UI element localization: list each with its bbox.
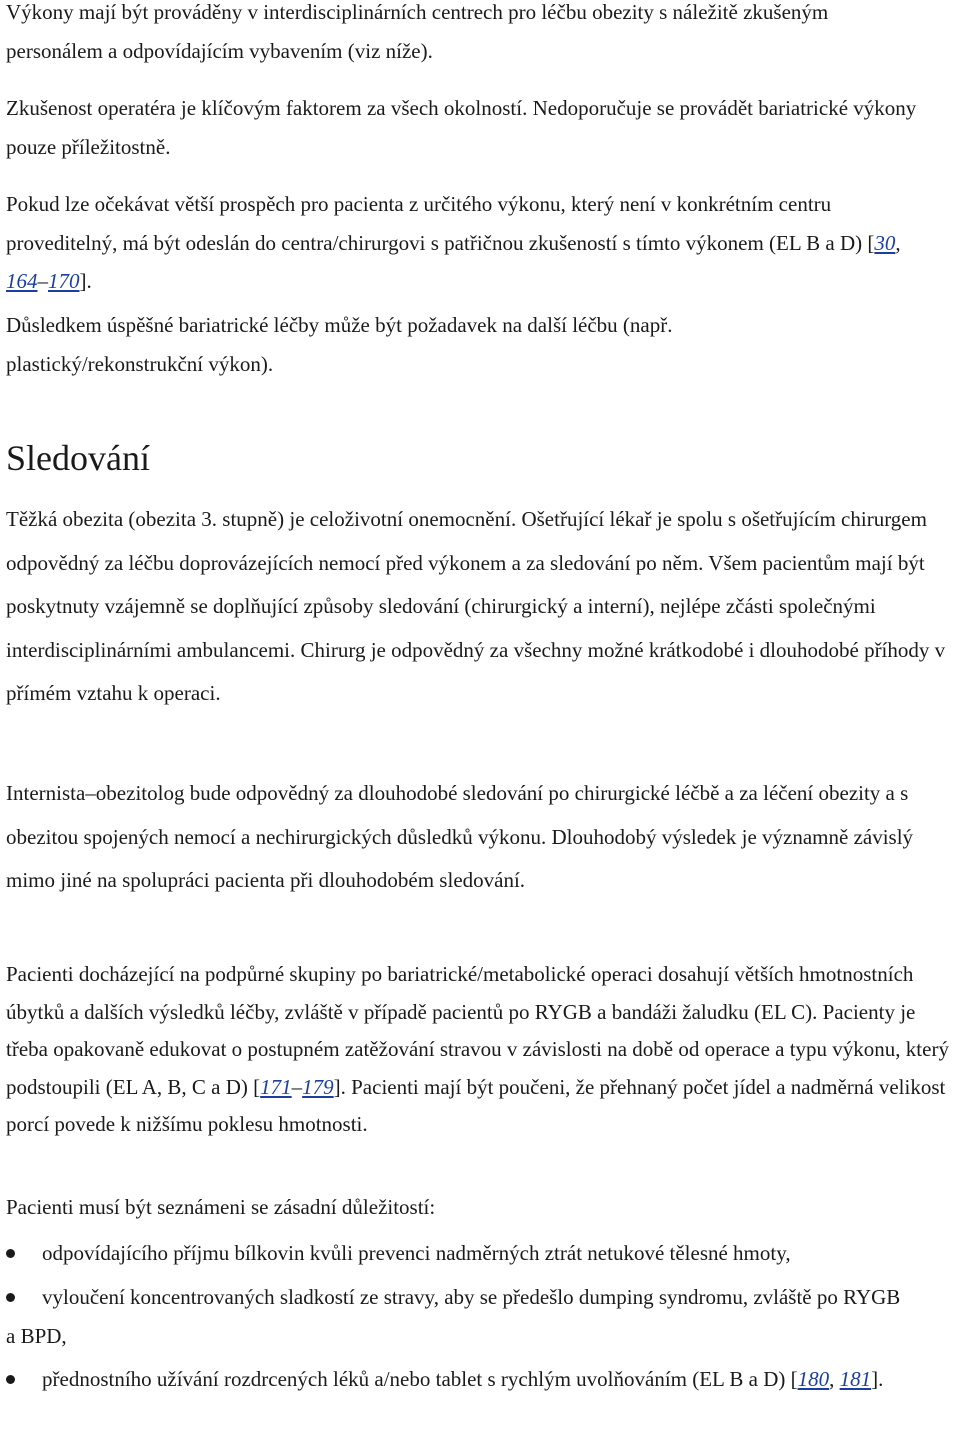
paragraph-support-groups bbox=[6, 956, 960, 1144]
reference-end: ]. bbox=[79, 269, 92, 293]
reference-separator: , bbox=[895, 230, 901, 255]
list-item bbox=[6, 1278, 906, 1355]
reference-link-30[interactable]: 30 bbox=[874, 230, 896, 255]
paragraph-referral-text: Pokud lze očekávat větší prospěch pro pacienta z určitého výkonu, který není v konkrétním centru proveditelný, má být odeslán do centra/chirurgovi s patřičnou zkušeností s tímto výkonem (EL B a D) [ bbox=[6, 192, 875, 255]
reference-link-181[interactable]: 181 bbox=[839, 1367, 872, 1391]
paragraph-experience: Zkušenost operatéra je klíčovým faktorem za všech okolností. Nedoporučuje se provádět bariatrické výkony pouze příležitostně. bbox=[6, 96, 917, 159]
reference-separator: , bbox=[829, 1367, 840, 1391]
paragraph-further-treatment: Důsledkem úspěšné bariatrické léčby může být požadavek na další léčbu (např. plastický/rekonstrukční výkon). bbox=[6, 313, 673, 376]
section-heading-sledovani: Sledování bbox=[6, 438, 150, 478]
reference-link-170[interactable]: 170 bbox=[48, 269, 80, 293]
bullet-icon bbox=[6, 1375, 15, 1384]
reference-dash: – bbox=[37, 269, 48, 293]
list-item bbox=[6, 1232, 956, 1274]
paragraph-follow-up: Těžká obezita (obezita 3. stupně) je celoživotní onemocnění. Ošetřující lékař je spolu s ošetřujícím chirurgem odpovědný za léčbu doprovázejících nemocí před výkonem a za sledování po něm. Všem pacientům mají být poskytnuty vzájemně se doplňující způsoby sledování (chirurgický a interní), nejlépe zčásti společnými interdisciplinárními ambulancemi. Chirurg je odpovědný za všechny možné krátkodobé i dlouhodobé příhody v přímém vztahu k operaci. bbox=[6, 507, 946, 705]
bullet-icon bbox=[6, 1249, 15, 1258]
reference-link-164[interactable]: 164 bbox=[6, 269, 38, 293]
paragraph-internist: Internista–obezitolog bude odpovědný za dlouhodobé sledování po chirurgické léčbě a za léčení obezity a s obezitou spojených nemocí a nechirurgických důsledků výkonu. Dlouhodobý výsledek je významně závislý mimo jiné na spolupráci pacienta při dlouhodobém sledování. bbox=[6, 781, 914, 892]
paragraph-support-groups-text: Pacienti docházející na podpůrné skupiny po bariatrické/metabolické operaci dosahují větších hmotnostních úbytků a dalších výsledků léčby, zvláště v případě pacientů po RYGB a bandáži žaludku (EL C). Pacienty je třeba opakovaně edukovat o postupném zatěžování stravou v závislosti na době od operace a typu výkonu, který podstoupili (EL A, B, C a D) [ bbox=[6, 962, 949, 1099]
reference-dash: – bbox=[291, 1074, 303, 1099]
list-item-text: odpovídajícího příjmu bílkovin kvůli prevenci nadměrných ztrát netukové tělesné hmoty, bbox=[42, 1241, 791, 1265]
reference-link-180[interactable]: 180 bbox=[797, 1367, 830, 1391]
reference-link-171[interactable]: 171 bbox=[260, 1074, 292, 1099]
paragraph-referral bbox=[6, 185, 931, 301]
paragraph-support-groups-end: ]. Pacienti mají být poučeni, že přehnaný počet jídel a nadměrná velikost porcí povede k nižšímu poklesu hmotnosti. bbox=[6, 1074, 946, 1137]
paragraph-importance-intro: Pacienti musí být seznámeni se zásadní důležitostí: bbox=[6, 1195, 436, 1219]
reference-end: ]. bbox=[871, 1367, 884, 1391]
list-item-text: přednostního užívání rozdrcených léků a/nebo tablet s rychlým uvolňováním (EL B a D) [ bbox=[42, 1367, 798, 1391]
list-item-text: vyloučení koncentrovaných sladkostí ze stravy, aby se předešlo dumping syndromu, zvláště po RYGB a BPD, bbox=[6, 1285, 901, 1348]
paragraph-centers: Výkony mají být prováděny v interdisciplinárních centrech pro léčbu obezity s náležitě zkušeným personálem a odpovídajícím vybavením (viz níže). bbox=[6, 0, 829, 63]
bullet-icon bbox=[6, 1293, 15, 1302]
list-item bbox=[6, 1360, 946, 1399]
reference-link-179[interactable]: 179 bbox=[302, 1074, 334, 1099]
